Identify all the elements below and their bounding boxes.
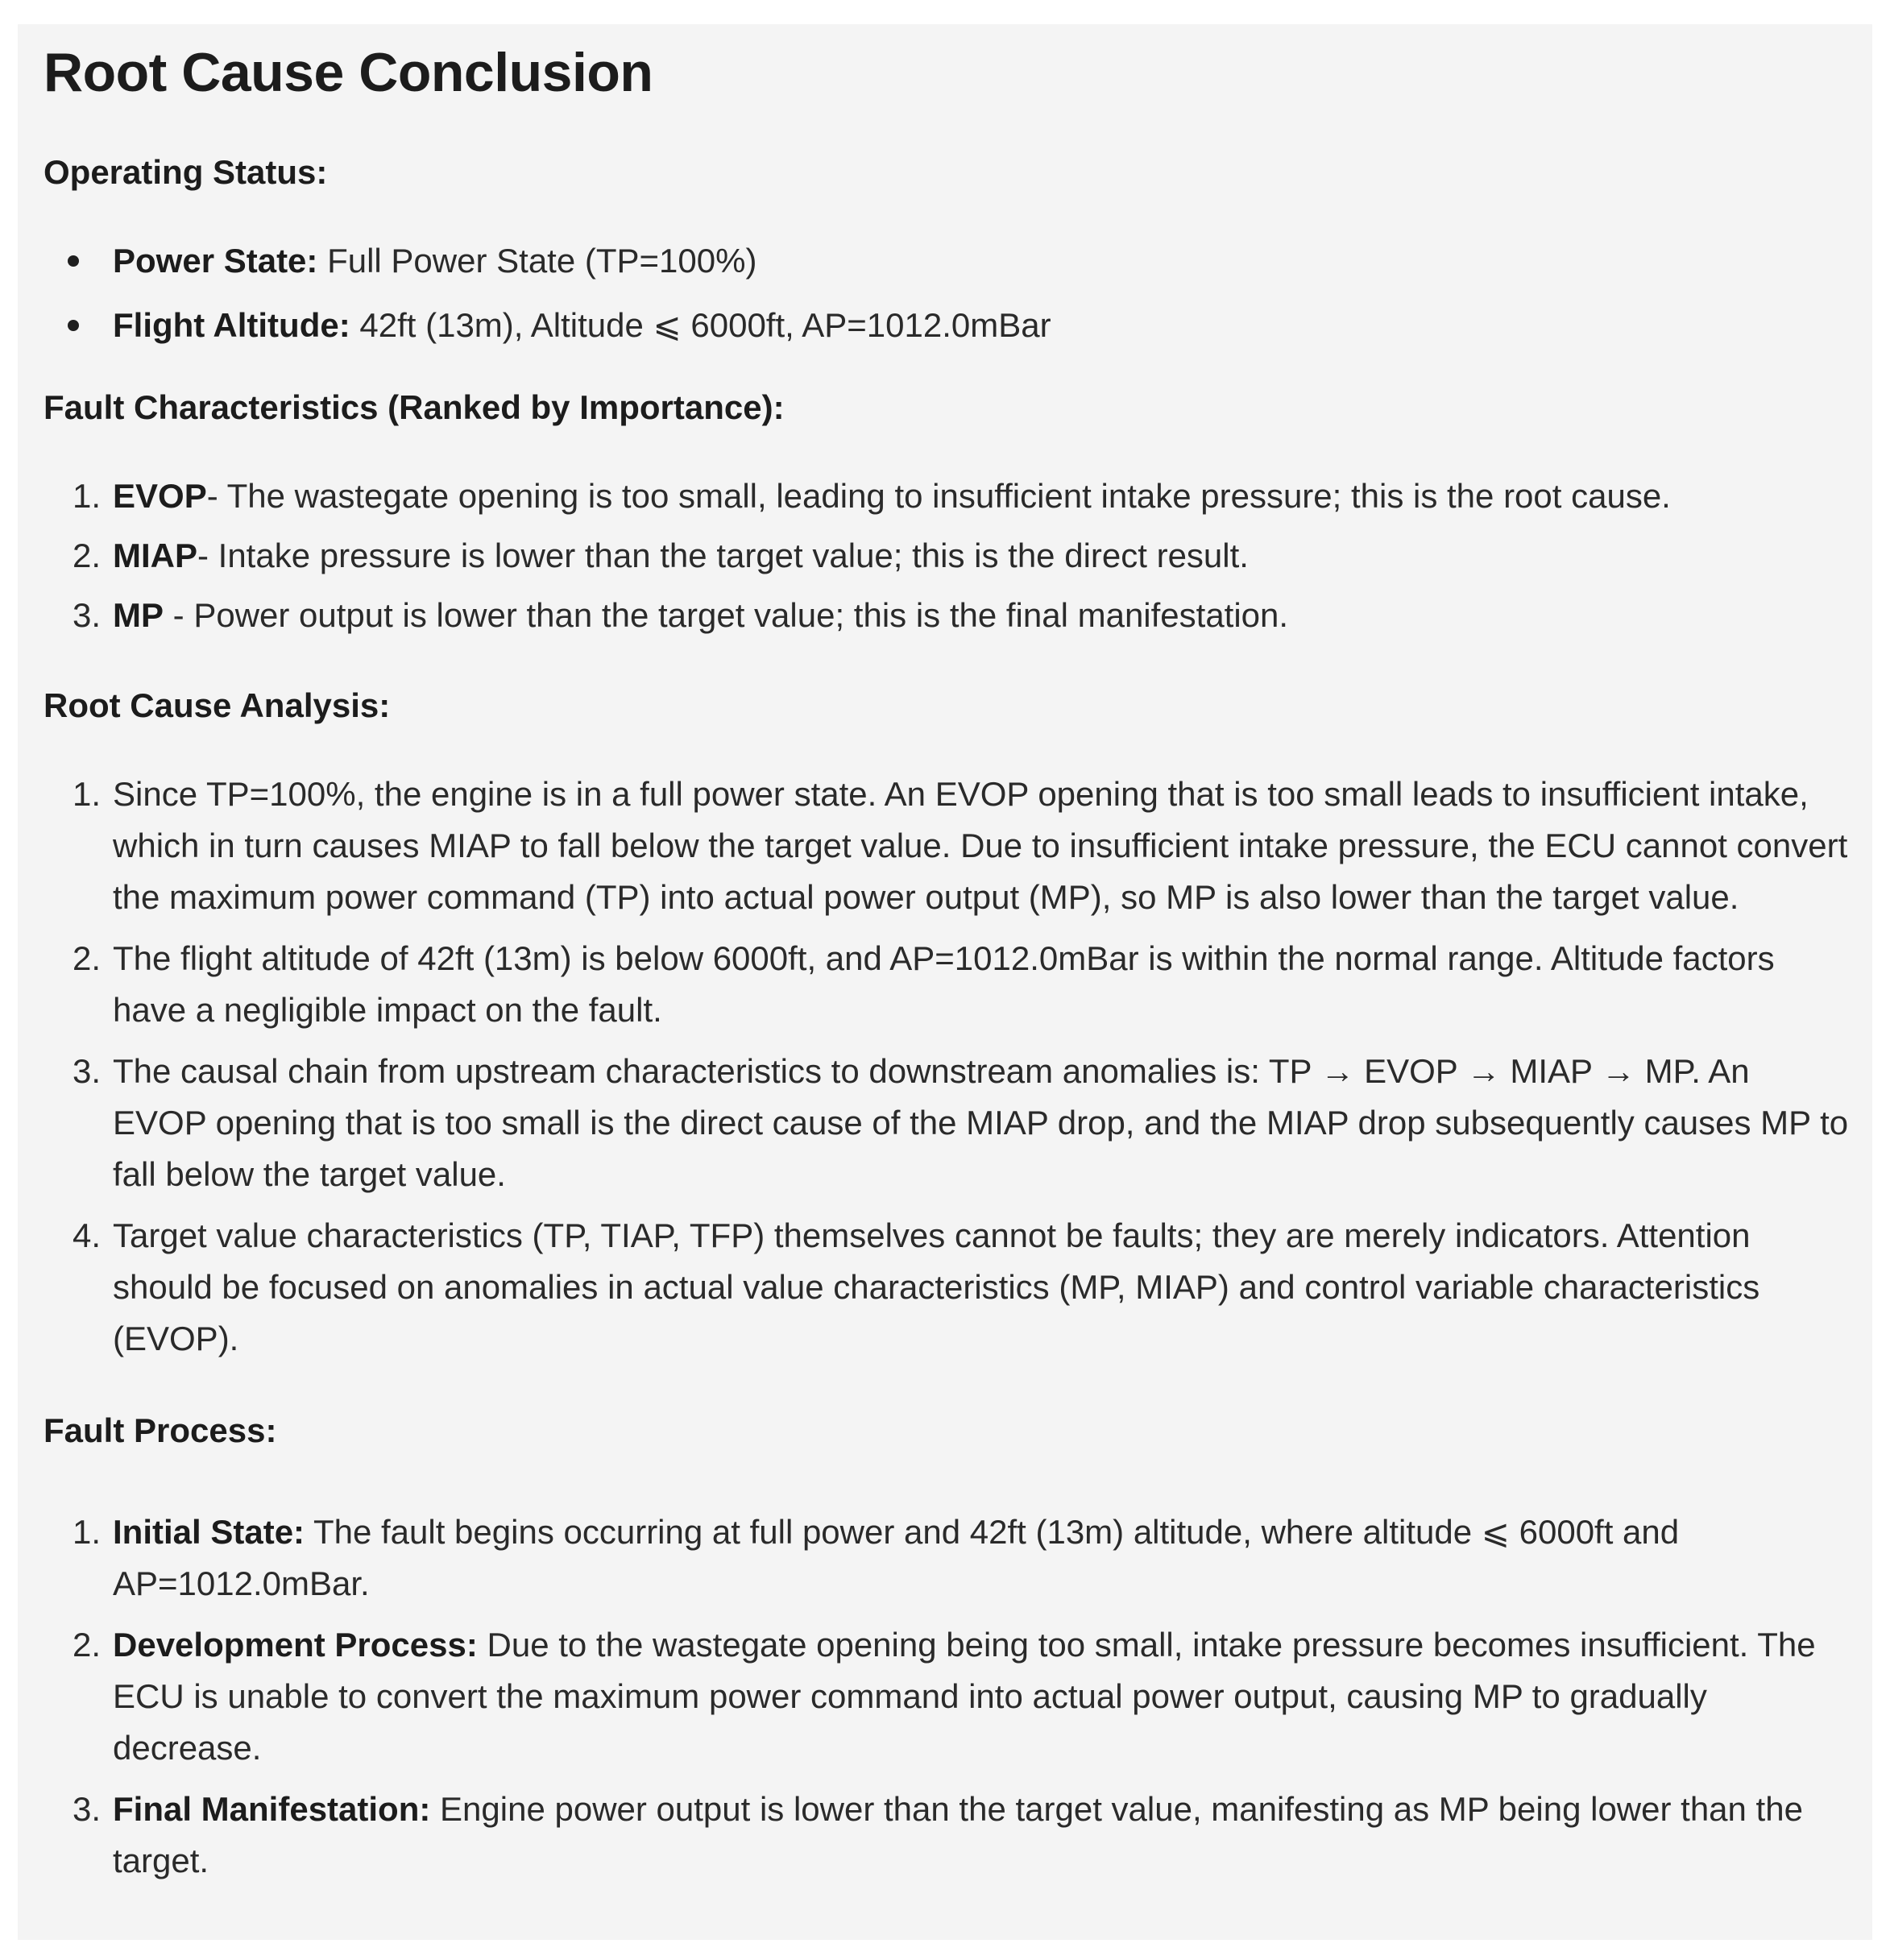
list-item <box>44 300 1850 351</box>
item-number: 3. <box>73 1052 102 1090</box>
item-number: 2. <box>73 939 102 977</box>
page-title: Root Cause Conclusion <box>44 42 653 103</box>
item-text: Target value characteristics (TP, TIAP, TFP) themselves cannot be faults; they are merely indicators. Attention should be focused on anomalies in actual value characteristics (MP, MIAP) and control variable characteristics (EVOP). <box>113 1216 1760 1357</box>
list-item <box>44 235 1850 287</box>
item-text: - Power output is lower than the target value; this is the final manifestation. <box>164 596 1289 634</box>
item-text: Full Power State (TP=100%) <box>317 242 757 280</box>
item-number: 3. <box>73 1790 102 1828</box>
list-item <box>44 1506 1850 1610</box>
operating-status-heading: Operating Status: <box>44 153 328 191</box>
root-cause-analysis-heading: Root Cause Analysis: <box>44 686 391 724</box>
item-number: 2. <box>73 537 102 574</box>
fault-process-heading: Fault Process: <box>44 1411 277 1449</box>
item-label: Flight Altitude: <box>113 306 350 344</box>
list-item <box>44 1784 1850 1887</box>
item-text: The flight altitude of 42ft (13m) is below 6000ft, and AP=1012.0mBar is within the normal range. Altitude factors have a negligible impact on the fault. <box>113 939 1775 1029</box>
item-label: Development Process: <box>113 1626 478 1664</box>
list-item <box>44 470 1850 522</box>
item-text: - Intake pressure is lower than the target value; this is the direct result. <box>197 537 1249 574</box>
item-label: EVOP <box>113 477 207 515</box>
fault-characteristics-heading: Fault Characteristics (Ranked by Importance): <box>44 388 785 426</box>
item-number: 2. <box>73 1626 102 1664</box>
item-number: 1. <box>73 775 102 813</box>
root-cause-analysis-list <box>44 769 1850 1365</box>
item-label: MP <box>113 596 164 634</box>
item-text: - The wastegate opening is too small, leading to insufficient intake pressure; this is the root cause. <box>206 477 1671 515</box>
list-item <box>44 1619 1850 1774</box>
item-text: Engine power output is lower than the target value, manifesting as MP being lower than the target. <box>113 1790 1803 1879</box>
item-label: Final Manifestation: <box>113 1790 431 1828</box>
list-item <box>44 933 1850 1036</box>
item-number: 3. <box>73 596 102 634</box>
item-text: The fault begins occurring at full power and 42ft (13m) altitude, where altitude ⩽ 6000ft and AP=1012.0mBar. <box>113 1513 1680 1602</box>
item-label: Power State: <box>113 242 318 280</box>
list-item <box>44 590 1850 641</box>
list-item <box>44 530 1850 582</box>
item-text: Due to the wastegate opening being too small, intake pressure becomes insufficient. The ECU is unable to convert the maximum power command into actual power output, causing MP to gradually decrease. <box>113 1626 1816 1767</box>
item-label: MIAP <box>113 537 197 574</box>
item-number: 1. <box>73 477 102 515</box>
item-text: Since TP=100%, the engine is in a full power state. An EVOP opening that is too small leads to insufficient intake, which in turn causes MIAP to fall below the target value. Due to insufficient intake pressure, the ECU cannot convert the maximum power command (TP) into actual power output (MP), so MP is also lower than the target value. <box>113 775 1848 916</box>
list-item <box>44 769 1850 923</box>
list-item <box>44 1046 1850 1200</box>
fault-process-list <box>44 1506 1850 1887</box>
item-number: 4. <box>73 1216 102 1254</box>
list-item <box>44 1210 1850 1365</box>
item-text: The causal chain from upstream characteristics to downstream anomalies is: TP → EVOP → MIAP → MP. An EVOP opening that is too small is the direct cause of the MIAP drop, and the MIAP drop subsequently causes MP to fall below the target value. <box>113 1052 1849 1193</box>
operating-status-list <box>44 235 1850 351</box>
fault-characteristics-list <box>44 470 1850 641</box>
item-label: Initial State: <box>113 1513 305 1551</box>
item-number: 1. <box>73 1513 102 1551</box>
item-text: 42ft (13m), Altitude ⩽ 6000ft, AP=1012.0mBar <box>350 306 1051 344</box>
document-panel <box>18 24 1872 1940</box>
